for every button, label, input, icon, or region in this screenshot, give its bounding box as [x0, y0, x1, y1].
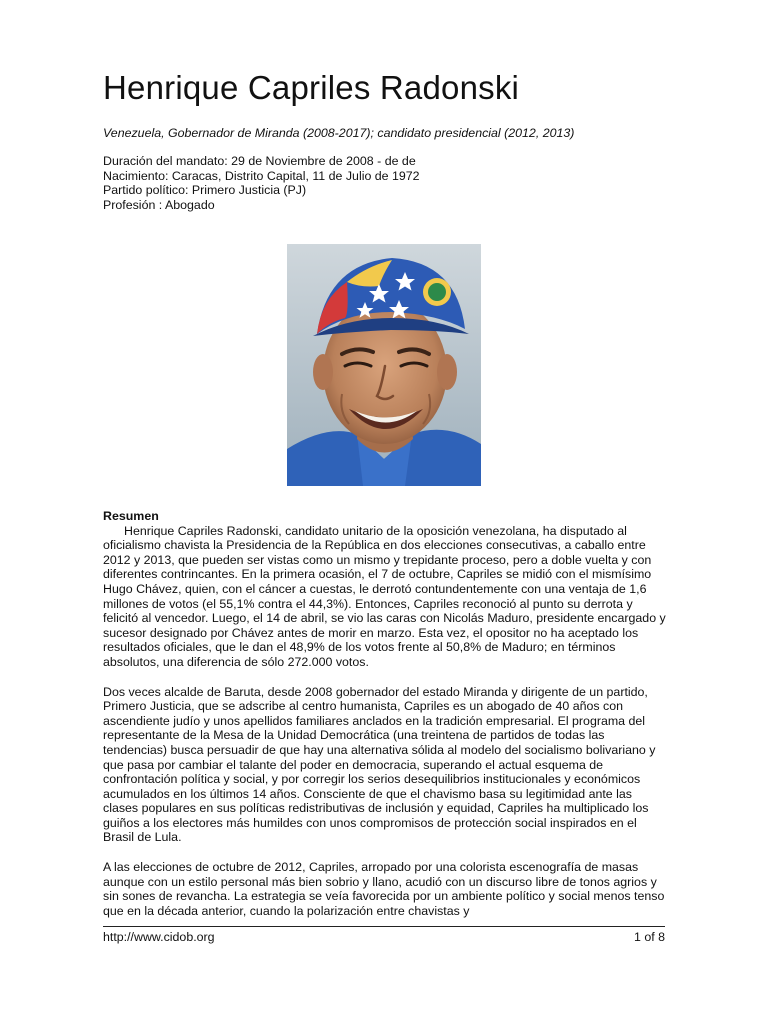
paragraph-3: A las elecciones de octubre de 2012, Capriles, arropado por una colorista escenografía de masas aunque con un estilo personal más bien sobrio y llano, acudió con un discurso libre de tonos agrios y sin sones de revancha. La estrategia se veía favorecida por un ambiente político y social menos tenso que en la década anterior, cuando la polarización entre chavistas y	[103, 860, 665, 918]
document-body	[103, 509, 670, 933]
facts-block	[103, 154, 683, 212]
paragraph-2: Dos veces alcalde de Baruta, desde 2008 gobernador del estado Miranda y dirigente de un partido, Primero Justicia, que se adscribe al centro humanista, Capriles es un abogado de 40 años con ascendiente judío y unos apellidos familiares anclados en la tradición empresarial. El programa del representante de la Mesa de la Unidad Democrática (una treintena de partidos de todas las tendencias) busca persuadir de que hay una alternativa sólida al modelo del socialismo bolivariano y que pasa por cambiar el talante del poder en democracia, superando el actual esquema de confrontación política y social, y por corregir los serios desequilibrios institucionales y económicos acumulados en los últimos 14 años. Consciente de que el chavismo basa su legitimidad ante las clases populares en sus políticas redistributivas de inclusión y equidad, Capriles ha multiplicado los guiños a los electores más humildes con unos compromisos de protección social inspirados en el Brasil de Lula.	[103, 684, 656, 845]
fact-profession: Profesión : Abogado	[103, 197, 215, 212]
document-title: Henrique Capriles Radonski	[103, 69, 520, 106]
footer-divider	[103, 926, 665, 927]
page-number: 1 of 8	[633, 930, 665, 944]
fact-term: Duración del mandato: 29 de Noviembre de 2008 - de de	[103, 154, 416, 168]
document-subtitle: Venezuela, Gobernador de Miranda (2008-2017); candidato presidencial (2012, 2013)	[103, 126, 575, 140]
footer-link[interactable]: http://www.cidob.org	[103, 930, 215, 944]
portrait-photo	[287, 244, 481, 486]
fact-party: Partido político: Primero Justicia (PJ)	[103, 183, 307, 198]
paragraph-1: Henrique Capriles Radonski, candidato unitario de la oposición venezolana, ha disputado al oficialismo chavista la Presidencia de la República en dos elecciones consecutivas, a caballo entre 2012 y 2013, que pueden ser vistas como un mismo y trepidante proceso, pero a doble vuelta y con diferentes contrincantes. En la primera ocasión, el 7 de octubre, Capriles se midió con el mismísimo Hugo Chávez, quien, con el cáncer a cuestas, le derrotó contundentemente con una ventaja de 1,6 millones de votos (el 55,1% contra el 44,3%). Entonces, Capriles reconoció al punto su derrota y felicitó al vencedor. Luego, el 14 de abril, se vio las caras con Nicolás Maduro, presidente encargado y sucesor designado por Chávez antes de morir en marzo. Esta vez, el opositor no ha aceptado los resultados oficiales, que le dan el 48,9% de los votos frente al 50,8% de Maduro; en términos absolutos, una diferencia de sólo 272.000 votos.	[103, 523, 666, 669]
summary-heading: Resumen	[103, 509, 159, 523]
fact-birth: Nacimiento: Caracas, Distrito Capital, 11 de Julio de 1972	[103, 168, 420, 183]
